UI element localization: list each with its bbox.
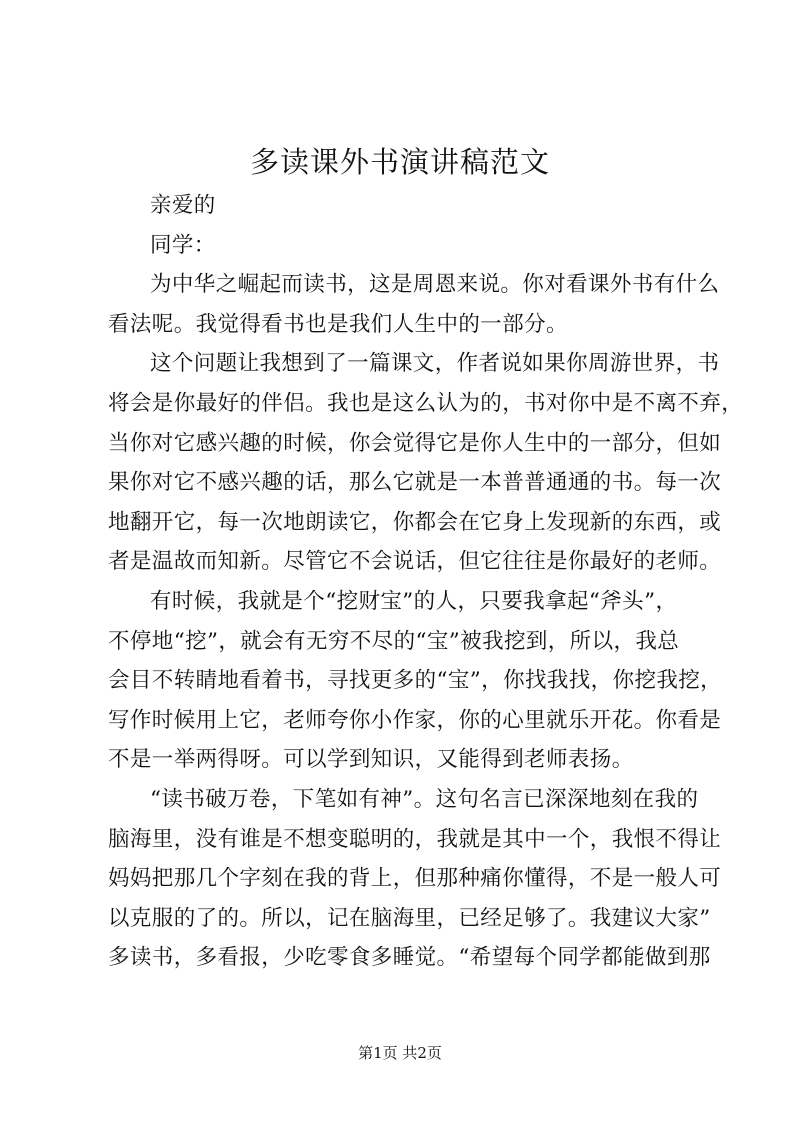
text-line: 不停地“挖”，就会有无穷不尽的“宝”被我挖到，所以，我总 (108, 628, 680, 654)
text-line: 妈妈把那几个字刻在我的背上，但那种痛你懂得，不是一般人可 (108, 866, 722, 892)
text-line: 地翻开它，每一次地朗读它，你都会在它身上发现新的东西，或 (108, 509, 722, 535)
text-line: 为中华之崛起而读书，这是周恩来说。你对看课外书有什么 (150, 272, 720, 298)
text-line: 将会是你最好的伴侣。我也是这么认为的，书对你中是不离不弃， (108, 390, 744, 416)
text-line: “读书破万卷，下笔如有神”。这句名言已深深地刻在我的 (150, 786, 699, 812)
text-line: 写作时候用上它，老师夸你小作家，你的心里就乐开花。你看是 (108, 707, 722, 733)
text-line: 同学： (150, 232, 216, 258)
text-line: 亲爱的 (150, 193, 216, 218)
text-line: 会目不转睛地看着书，寻找更多的“宝”，你找我找，你挖我挖， (108, 668, 723, 694)
text-line: 当你对它感兴趣的时候，你会觉得它是你人生中的一部分，但如 (108, 430, 722, 456)
text-line: 不是一举两得呀。可以学到知识，又能得到老师表扬。 (108, 747, 634, 773)
page-footer: 第1页 共2页 (358, 1044, 442, 1062)
text-line: 有时候，我就是个“挖财宝”的人，只要我拿起“斧头”， (150, 588, 678, 614)
text-line: 者是温故而知新。尽管它不会说话，但它往往是你最好的老师。 (108, 549, 722, 575)
text-line: 多读书，多看报，少吃零食多睡觉。“希望每个同学都能做到那 (108, 945, 711, 971)
text-line: 以克服的了的。所以，记在脑海里，已经足够了。我建议大家” (108, 905, 711, 931)
text-line: 脑海里，没有谁是不想变聪明的，我就是其中一个，我恨不得让 (108, 826, 722, 852)
document-body (108, 186, 744, 978)
text-line: 看法呢。我觉得看书也是我们人生中的一部分。 (108, 311, 568, 337)
text-line: 果你对它不感兴趣的话，那么它就是一本普普通通的书。每一次 (108, 470, 722, 496)
page-title: 多读课外书演讲稿范文 (249, 145, 550, 179)
text-line: 这个问题让我想到了一篇课文，作者说如果你周游世界，书 (150, 351, 720, 377)
